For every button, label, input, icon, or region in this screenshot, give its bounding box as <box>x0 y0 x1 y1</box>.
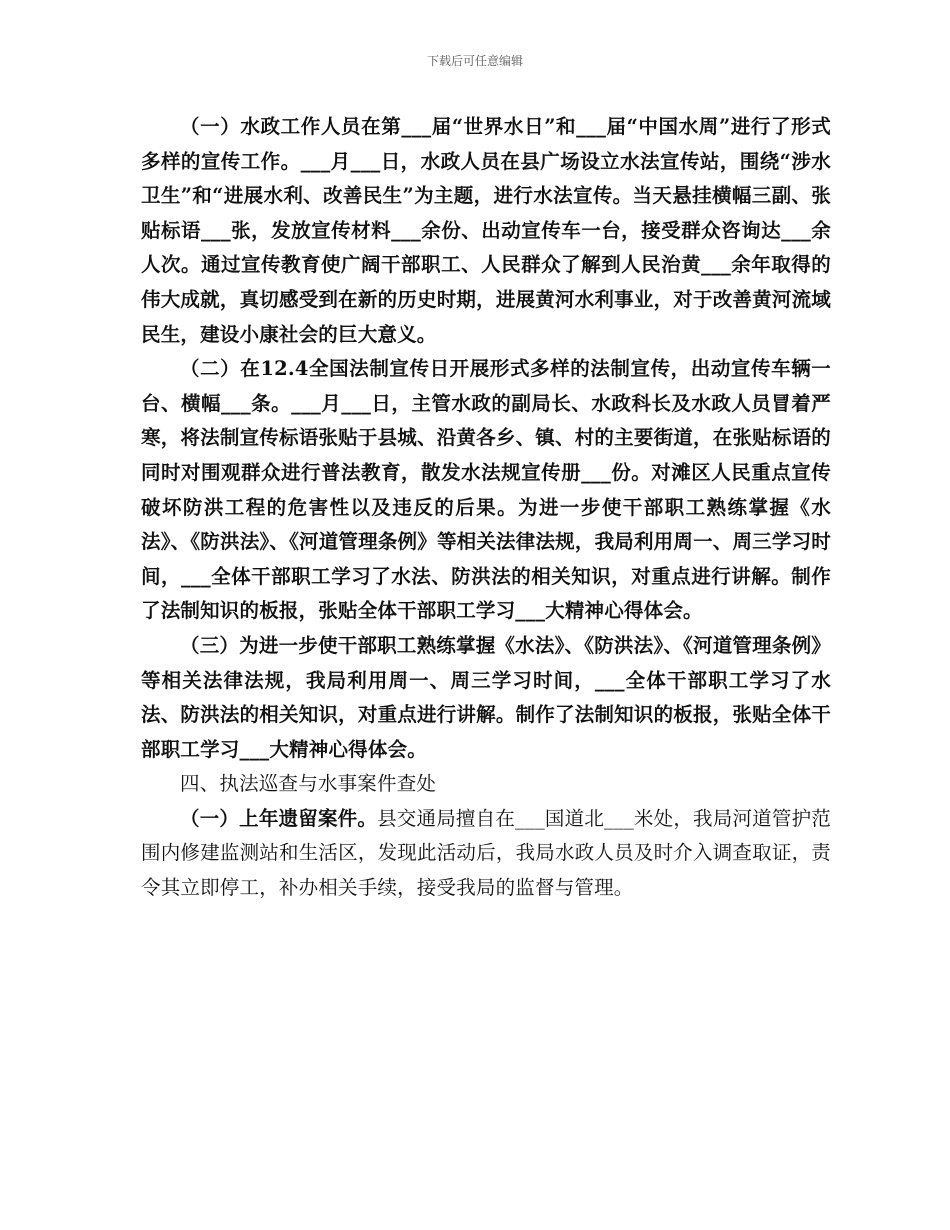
paragraph-legal-publicity-day: （二）在12.4全国法制宣传日开展形式多样的法制宣传，出动宣传车辆一台、横幅___条。___月___日，主管水政的副局长、水政科长及水政人员冒着严寒，将法制宣传标语张贴于县城、沿黄各乡、镇、村的主要街道，在张贴标语的同时对围观群众进行普法教育，散发水法规宣传册___份。对滩区人民重点宣传破坏防洪工程的危害性以及违反的后果。为进一步使干部职工熟练掌握《水法》、《防洪法》、《河道管理条例》等相关法律法规，我局利用周一、周三学习时间，___全体干部职工学习了水法、防洪法的相关知识，对重点进行讲解。制作了法制知识的板报，张贴全体干部职工学习___大精神心得体会。 <box>141 357 831 623</box>
document-body <box>141 110 831 906</box>
paragraph-publicity-water-day: （一）水政工作人员在第___届“世界水日”和___届“中国水周”进行了形式多样的宣传工作。___月___日，水政人员在县广场设立水法宣传站，围绕“涉水卫生”和“进展水利、改善民生”为主题，进行水法宣传。当天悬挂横幅三副、张贴标语___张，发放宣传材料___余份、出动宣传车一台，接受群众咨询达___余人次。通过宣传教育使广阔干部职工、人民群众了解到人民治黄___余年取得的伟大成就，真切感受到在新的历史时期，进展黄河水利事业，对于改善黄河流域民生，建设小康社会的巨大意义。 <box>141 115 831 346</box>
paragraph-staff-study: （三）为进一步使干部职工熟练掌握《水法》、《防洪法》、《河道管理条例》等相关法律法规，我局利用周一、周三学习时间，___全体干部职工学习了水法、防洪法的相关知识，对重点进行讲解。制作了法制知识的板报，张贴全体干部职工学习___大精神心得体会。 <box>141 633 831 761</box>
paragraph-body-text: 县交通局擅自在___国道北___米处，我局河道管护范围内修建监测站和生活区，发现此活动后，我局水政人员及时介入调查取证，责令其立即停工，补办相关手续，接受我局的监督与管理。 <box>141 806 831 900</box>
page-header: 下载后可任意编辑 <box>426 54 523 68</box>
paragraph-legacy-case <box>141 802 831 906</box>
paragraph-lead-text: （一）上年遗留案件。 <box>180 806 378 830</box>
section-heading-enforcement: 四、执法巡查与水事案件查处 <box>180 772 437 796</box>
